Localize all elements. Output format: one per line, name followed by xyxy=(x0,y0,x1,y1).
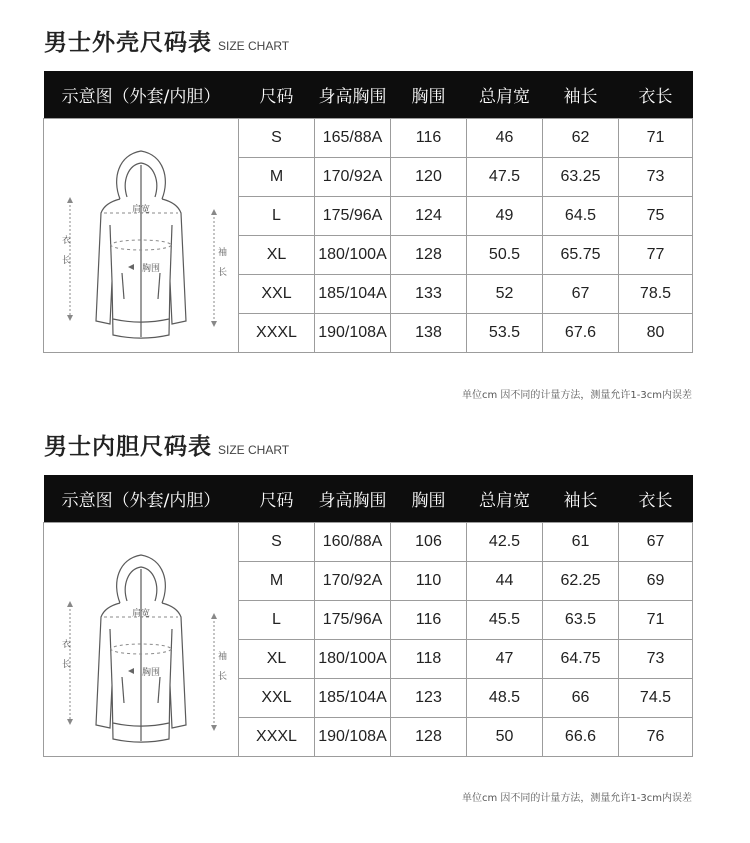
cell-length: 76 xyxy=(619,718,693,757)
cell-sleeve: 67.6 xyxy=(543,314,619,353)
title-english: SIZE CHART xyxy=(218,39,290,53)
header-chest: 胸围 xyxy=(391,71,467,119)
cell-sleeve: 67 xyxy=(543,275,619,314)
measurement-note: 单位cm 因不同的计量方法，测量允许1-3cm内误差 xyxy=(462,793,692,804)
jacket-diagram-cell xyxy=(44,523,239,757)
arrow-up-icon xyxy=(67,197,73,203)
cell-height-chest: 175/96A xyxy=(315,197,391,236)
jacket-diagram xyxy=(46,121,236,351)
cell-shoulder: 47 xyxy=(467,640,543,679)
cell-chest: 116 xyxy=(391,119,467,158)
cell-chest: 118 xyxy=(391,640,467,679)
header-diagram: 示意图（外套/内胆） xyxy=(44,475,239,523)
cell-size: M xyxy=(239,158,315,197)
cell-height-chest: 180/100A xyxy=(315,640,391,679)
arrow-down-icon xyxy=(67,719,73,725)
length-label-2: 长 xyxy=(62,659,72,670)
cell-height-chest: 175/96A xyxy=(315,601,391,640)
table-row xyxy=(44,523,693,562)
cell-size: XL xyxy=(239,236,315,275)
cell-chest: 138 xyxy=(391,314,467,353)
cell-length: 67 xyxy=(619,523,693,562)
measurement-note: 单位cm 因不同的计量方法，测量允许1-3cm内误差 xyxy=(462,390,692,401)
cell-sleeve: 64.5 xyxy=(543,197,619,236)
cell-chest: 128 xyxy=(391,718,467,757)
chest-label: 胸围 xyxy=(141,263,161,274)
cell-height-chest: 190/108A xyxy=(315,718,391,757)
cell-size: S xyxy=(239,523,315,562)
cell-height-chest: 160/88A xyxy=(315,523,391,562)
cell-chest: 106 xyxy=(391,523,467,562)
sleeve-label-1: 袖 xyxy=(218,247,228,258)
title-chinese: 男士外壳尺码表 xyxy=(44,30,212,56)
section-title xyxy=(44,428,289,460)
cell-shoulder: 46 xyxy=(467,119,543,158)
cell-sleeve: 66 xyxy=(543,679,619,718)
cell-size: XXXL xyxy=(239,718,315,757)
arrow-up-icon xyxy=(211,613,217,619)
cell-size: L xyxy=(239,601,315,640)
cell-size: XXL xyxy=(239,275,315,314)
shoulder-label: 肩宽 xyxy=(131,608,151,619)
header-shoulder: 总肩宽 xyxy=(467,475,543,523)
cell-size: L xyxy=(239,197,315,236)
cell-shoulder: 47.5 xyxy=(467,158,543,197)
length-label-1: 衣 xyxy=(62,639,72,650)
cell-length: 77 xyxy=(619,236,693,275)
cell-sleeve: 61 xyxy=(543,523,619,562)
header-row xyxy=(44,475,693,523)
cell-size: S xyxy=(239,119,315,158)
cell-sleeve: 66.6 xyxy=(543,718,619,757)
cell-height-chest: 180/100A xyxy=(315,236,391,275)
cell-chest: 120 xyxy=(391,158,467,197)
cell-length: 78.5 xyxy=(619,275,693,314)
size-table xyxy=(43,71,693,353)
cell-length: 71 xyxy=(619,119,693,158)
cell-chest: 123 xyxy=(391,679,467,718)
size-table xyxy=(43,475,693,757)
header-length: 衣长 xyxy=(619,71,693,119)
cell-height-chest: 170/92A xyxy=(315,158,391,197)
arrow-down-icon xyxy=(211,321,217,327)
cell-sleeve: 62 xyxy=(543,119,619,158)
header-size: 尺码 xyxy=(239,475,315,523)
title-english: SIZE CHART xyxy=(218,443,290,457)
sleeve-label-1: 袖 xyxy=(218,651,228,662)
cell-shoulder: 53.5 xyxy=(467,314,543,353)
header-height-chest: 身高胸围 xyxy=(315,71,391,119)
arrow-up-icon xyxy=(211,209,217,215)
header-sleeve: 袖长 xyxy=(543,475,619,523)
cell-shoulder: 48.5 xyxy=(467,679,543,718)
length-label-1: 衣 xyxy=(62,235,72,246)
cell-sleeve: 64.75 xyxy=(543,640,619,679)
cell-length: 74.5 xyxy=(619,679,693,718)
cell-size: XXL xyxy=(239,679,315,718)
cell-height-chest: 170/92A xyxy=(315,562,391,601)
cell-height-chest: 165/88A xyxy=(315,119,391,158)
cell-size: XXXL xyxy=(239,314,315,353)
header-length: 衣长 xyxy=(619,475,693,523)
cell-chest: 124 xyxy=(391,197,467,236)
sleeve-label-2: 长 xyxy=(218,671,228,682)
shoulder-label: 肩宽 xyxy=(131,204,151,215)
length-label-2: 长 xyxy=(62,255,72,266)
table-row xyxy=(44,119,693,158)
section-title xyxy=(44,24,289,56)
cell-chest: 133 xyxy=(391,275,467,314)
arrow-down-icon xyxy=(211,725,217,731)
header-size: 尺码 xyxy=(239,71,315,119)
cell-shoulder: 50.5 xyxy=(467,236,543,275)
cell-shoulder: 44 xyxy=(467,562,543,601)
cell-chest: 110 xyxy=(391,562,467,601)
jacket-diagram-cell xyxy=(44,119,239,353)
cell-height-chest: 185/104A xyxy=(315,679,391,718)
cell-chest: 128 xyxy=(391,236,467,275)
chest-arrow-icon xyxy=(128,668,134,674)
header-row xyxy=(44,71,693,119)
cell-size: M xyxy=(239,562,315,601)
cell-shoulder: 49 xyxy=(467,197,543,236)
cell-length: 73 xyxy=(619,158,693,197)
arrow-up-icon xyxy=(67,601,73,607)
cell-height-chest: 185/104A xyxy=(315,275,391,314)
header-height-chest: 身高胸围 xyxy=(315,475,391,523)
sleeve-label-2: 长 xyxy=(218,267,228,278)
cell-shoulder: 52 xyxy=(467,275,543,314)
chest-label: 胸围 xyxy=(141,667,161,678)
cell-length: 75 xyxy=(619,197,693,236)
header-chest: 胸围 xyxy=(391,475,467,523)
cell-length: 71 xyxy=(619,601,693,640)
header-shoulder: 总肩宽 xyxy=(467,71,543,119)
cell-length: 73 xyxy=(619,640,693,679)
cell-sleeve: 63.5 xyxy=(543,601,619,640)
cell-sleeve: 62.25 xyxy=(543,562,619,601)
cell-sleeve: 63.25 xyxy=(543,158,619,197)
header-diagram: 示意图（外套/内胆） xyxy=(44,71,239,119)
title-chinese: 男士内胆尺码表 xyxy=(44,434,212,460)
chest-arrow-icon xyxy=(128,264,134,270)
cell-sleeve: 65.75 xyxy=(543,236,619,275)
cell-size: XL xyxy=(239,640,315,679)
header-sleeve: 袖长 xyxy=(543,71,619,119)
cell-shoulder: 42.5 xyxy=(467,523,543,562)
jacket-diagram xyxy=(46,525,236,755)
cell-length: 69 xyxy=(619,562,693,601)
cell-chest: 116 xyxy=(391,601,467,640)
cell-length: 80 xyxy=(619,314,693,353)
cell-shoulder: 50 xyxy=(467,718,543,757)
arrow-down-icon xyxy=(67,315,73,321)
cell-shoulder: 45.5 xyxy=(467,601,543,640)
cell-height-chest: 190/108A xyxy=(315,314,391,353)
